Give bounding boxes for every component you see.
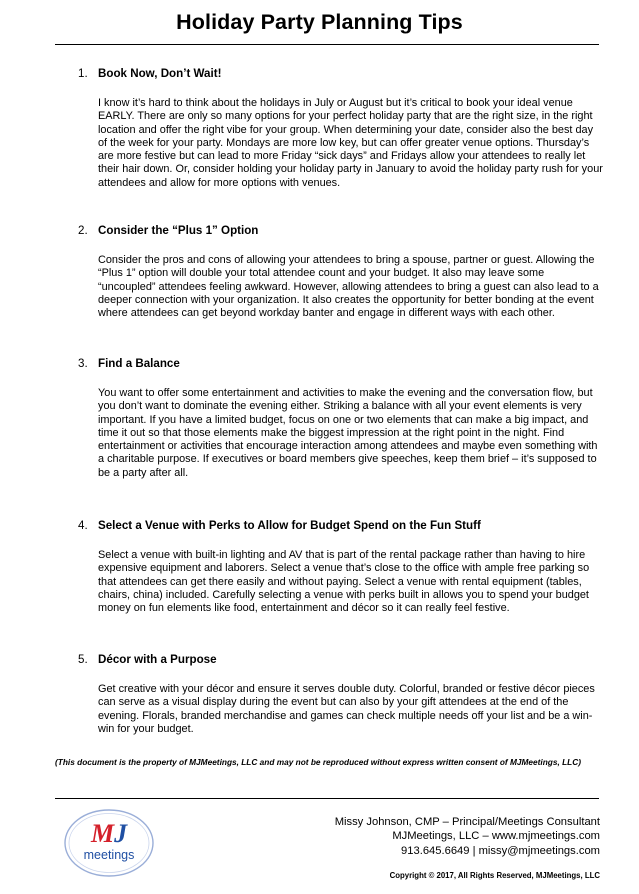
tip-heading-text: Consider the “Plus 1” Option <box>98 224 259 237</box>
tip-heading <box>78 66 608 81</box>
tip-heading <box>78 652 608 667</box>
copyright-disclaimer: (This document is the property of MJMeetings, LLC and may not be reproduced without express written consent of MJMeetings, LLC) <box>55 757 581 767</box>
footer-divider <box>55 798 599 799</box>
tip-body: I know it’s hard to think about the holidays in July or August but it’s critical to book your ideal venue EARLY. There are only so many options for your perfect holiday party that are the right size, in the right location and offer the right vibe for your group. When determining your date, consider also the best day of the week for your party. Mondays are more low key, but can offer greater venue options. Thursday’s are more festive but can lead to more Friday “sick days” and Fridays allow your attendees to really let their hair down. Or, consider holding your holiday party in January to avoid the holiday party rush for your attendees and allow for more options with venues. <box>98 97 603 189</box>
tip-heading <box>78 518 608 533</box>
tip-number: 3. <box>78 357 88 370</box>
tip-body: Select a venue with built-in lighting and AV that is part of the rental package rather than having to hire expensive equipment and laborers. Select a venue that’s close to the office with ample free parking so that attendees can get there easily and without paying. Select a venue with rental equipment (tables, chairs, china) included. Carefully selecting a venue with perks built in allows you to spend your budget money on fun elements like food, entertainment and décor so it can really feel festive. <box>98 549 590 615</box>
mj-meetings-logo <box>62 806 156 880</box>
title-divider <box>55 44 599 45</box>
contact-company: MJMeetings, LLC – www.mjmeetings.com <box>392 830 600 843</box>
tip-heading-text: Select a Venue with Perks to Allow for Budget Spend on the Fun Stuff <box>98 519 481 532</box>
contact-phone-email: 913.645.6649 | missy@mjmeetings.com <box>401 844 600 857</box>
logo-word: meetings <box>83 848 135 862</box>
tip-heading <box>78 223 608 238</box>
tip-section-5 <box>78 652 608 736</box>
tip-number: 4. <box>78 519 88 532</box>
logo-icon <box>62 806 156 880</box>
tip-section-3 <box>78 356 608 480</box>
logo-letters: MJ <box>90 819 128 848</box>
tip-number: 5. <box>78 653 88 666</box>
tip-number: 2. <box>78 224 88 237</box>
tip-heading-text: Décor with a Purpose <box>98 653 217 666</box>
tip-section-2 <box>78 223 608 320</box>
tip-body: Consider the pros and cons of allowing your attendees to bring a spouse, partner or guest. Allowing the “Plus 1” option will double your total attendee count and your budget. It also may leave some “uncoupled” attendees feeling awkward. However, allowing attendees to bring a guest can also lead to a deeper connection with your organization. It also creates the opportunity for better bonding at the event where attendees can get beyond workday banter and engage in different ways with each other. <box>98 254 599 320</box>
contact-name: Missy Johnson, CMP – Principal/Meetings Consultant <box>334 816 600 828</box>
document-title: Holiday Party Planning Tips <box>176 10 463 34</box>
tip-body: Get creative with your décor and ensure it serves double duty. Colorful, branded or festive décor pieces can serve as a visual display during the event but can also by your gift attendees at the end of the evening. Florals, branded merchandise and games can check multiple needs off your list and be a win-win for your budget. <box>98 683 595 735</box>
tip-section-4 <box>78 518 608 615</box>
copyright-line: Copyright © 2017, All Rights Reserved, MJMeetings, LLC <box>389 871 600 880</box>
tip-body: You want to offer some entertainment and activities to make the evening and the conversation flow, but you don’t want to dominate the evening either. Striking a balance with all your event elements is very important. If you have a limited budget, focus on one or two elements that can make a big impact, and time it out so that those elements make the biggest impression at the right point in the night. Find entertainment or activities that encourage interaction among attendees and maybe even something with a charitable purpose. If executives or board members give speeches, keep them brief – it’s supposed to be a party after all. <box>98 387 598 479</box>
tip-number: 1. <box>78 67 88 80</box>
tip-heading <box>78 356 608 371</box>
tip-heading-text: Book Now, Don’t Wait! <box>98 67 222 80</box>
contact-block <box>335 815 600 858</box>
tip-section-1 <box>78 66 608 190</box>
tip-heading-text: Find a Balance <box>98 357 180 370</box>
